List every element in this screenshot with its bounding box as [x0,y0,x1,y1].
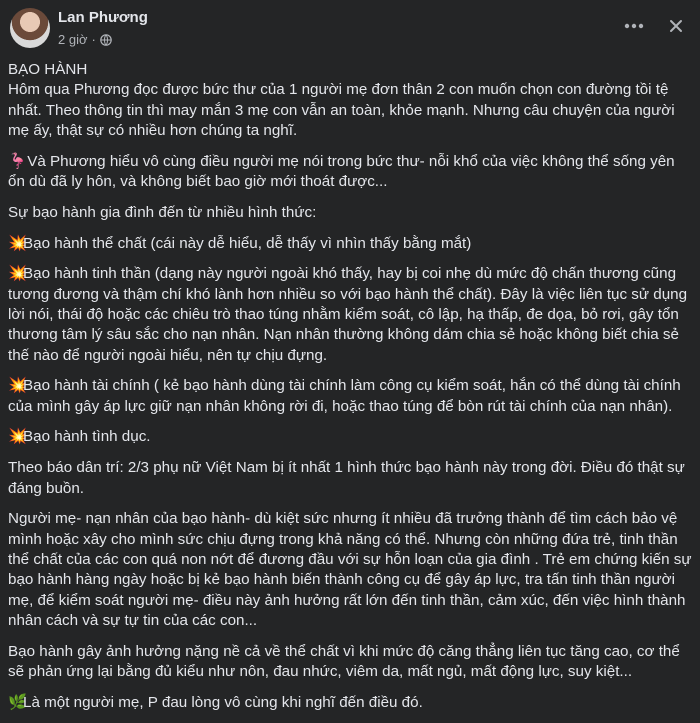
bullet-4: Bạo hành tình dục. [23,428,151,446]
post-meta [58,32,112,47]
paragraph-2-block [8,152,692,193]
paragraph-4: Theo báo dân trí: 2/3 phụ nữ Việt Nam bị ít nhất 1 hình thức bạo hành này trong đời. Điều đó thật sự đáng buồn. [8,459,685,497]
author-name[interactable]: Lan Phương [58,9,148,26]
bullet-2: Bạo hành tinh thần (dạng này người ngoài khó thấy, hay bị coi nhẹ dù mức độ chấn thương cũng tương đương và thậm chí khó lành hơn nhiều so với bạo hành thể chất). Đây là việc liên tục sử dụng lời nói, thái độ hoặc các chiêu trò thao túng nhằm kiểm soát, cô lập, hạ thấp, đe dọa, bỏ rơi, gây tổn thương tâm lý sâu sắc cho nạn nhân. Nạn nhân thường không dám chia sẻ hoặc không biết chia sẻ thế nào để người ngoài hiểu, nên tự chịu đựng. [8,265,688,364]
paragraph-6: Bạo hành gây ảnh hưởng nặng nề cả về thể chất vì khi mức độ căng thẳng liên tục tăng cao, cơ thể sẽ phản ứng lại bằng đủ kiểu như nôn, đau nhức, viêm da, mất ngủ, mất động lực, suy kiệt... [8,642,680,680]
post-body [8,60,692,723]
paragraph-1: Hôm qua Phương đọc được bức thư của 1 người mẹ đơn thân 2 con muốn chọn con đường tồi tệ nhất. Theo thông tin thì may mắn 3 mẹ con vẫn an toàn, khỏe mạnh. Nhưng câu chuyện của người mẹ ấy, thật sự có nhiều hơn chúng ta nghĩ. [8,81,675,139]
close-icon[interactable] [662,12,690,40]
meta-separator: · [91,32,96,47]
paragraph-5: Người mẹ- nạn nhân của bạo hành- dù kiệt sức nhưng ít nhiều đã trưởng thành để tìm cách bảo vệ mình hoặc xây cho mình sức chịu đựng trong khả năng có thể. Nhưng còn những đứa trẻ, tinh thần thể chất của các con quá non nớt để đương đầu với sự hỗn loạn của gia đình . Trẻ em chứng kiến sự bạo hành hàng ngày hoặc bị kẻ bạo hành biến thành công cụ để gây áp lực, tra tấn tinh thần người mẹ, để kiểm soát người mẹ- điều này ảnh hưởng rất lớn đến tinh thần, cảm xúc, đến việc hình thành nhân cách và sự tự tin của các con... [8,510,692,629]
paragraph-2: Và Phương hiểu vô cùng điều người mẹ nói trong bức thư- nỗi khổ của việc không thể sống yên ổn dù đã ly hôn, và không biết bao giờ mới thoát được... [8,152,675,190]
globe-icon[interactable] [100,34,112,46]
bullet-4-block [8,427,692,447]
bullet-1-block [8,234,692,254]
paragraph-7-block [8,693,692,713]
author-avatar[interactable] [10,8,50,48]
collision-emoji-icon: 💥 [8,428,27,446]
collision-emoji-icon: 💥 [8,265,27,283]
bullet-1: Bạo hành thể chất (cái này dễ hiểu, dễ thấy vì nhìn thấy bằng mắt) [23,234,472,252]
post-title: BẠO HÀNH [8,61,88,78]
paragraph-7: Là một người mẹ, P đau lòng vô cùng khi nghĩ đến điều đó. [23,693,423,711]
post-intro [8,60,692,141]
bullet-2-block [8,264,692,365]
herb-emoji-icon: 🌿 [8,693,27,711]
collision-emoji-icon: 💥 [8,377,27,395]
post-header [0,0,700,56]
more-options-icon[interactable] [620,12,648,40]
flamingo-emoji-icon: 🦩 [8,152,27,170]
collision-emoji-icon: 💥 [8,234,27,252]
bullet-3-block [8,376,692,417]
paragraph-3: Sự bạo hành gia đình đến từ nhiều hình thức: [8,203,317,221]
bullet-3: Bạo hành tài chính ( kẻ bạo hành dùng tài chính làm công cụ kiểm soát, hắn có thể dùng tài chính của mình gây áp lực giữ nạn nhân không rời đi, hoặc thao túng để bòn rút tài chính của nạn nhân). [8,377,681,415]
post-timestamp[interactable]: 2 giờ [58,32,88,47]
